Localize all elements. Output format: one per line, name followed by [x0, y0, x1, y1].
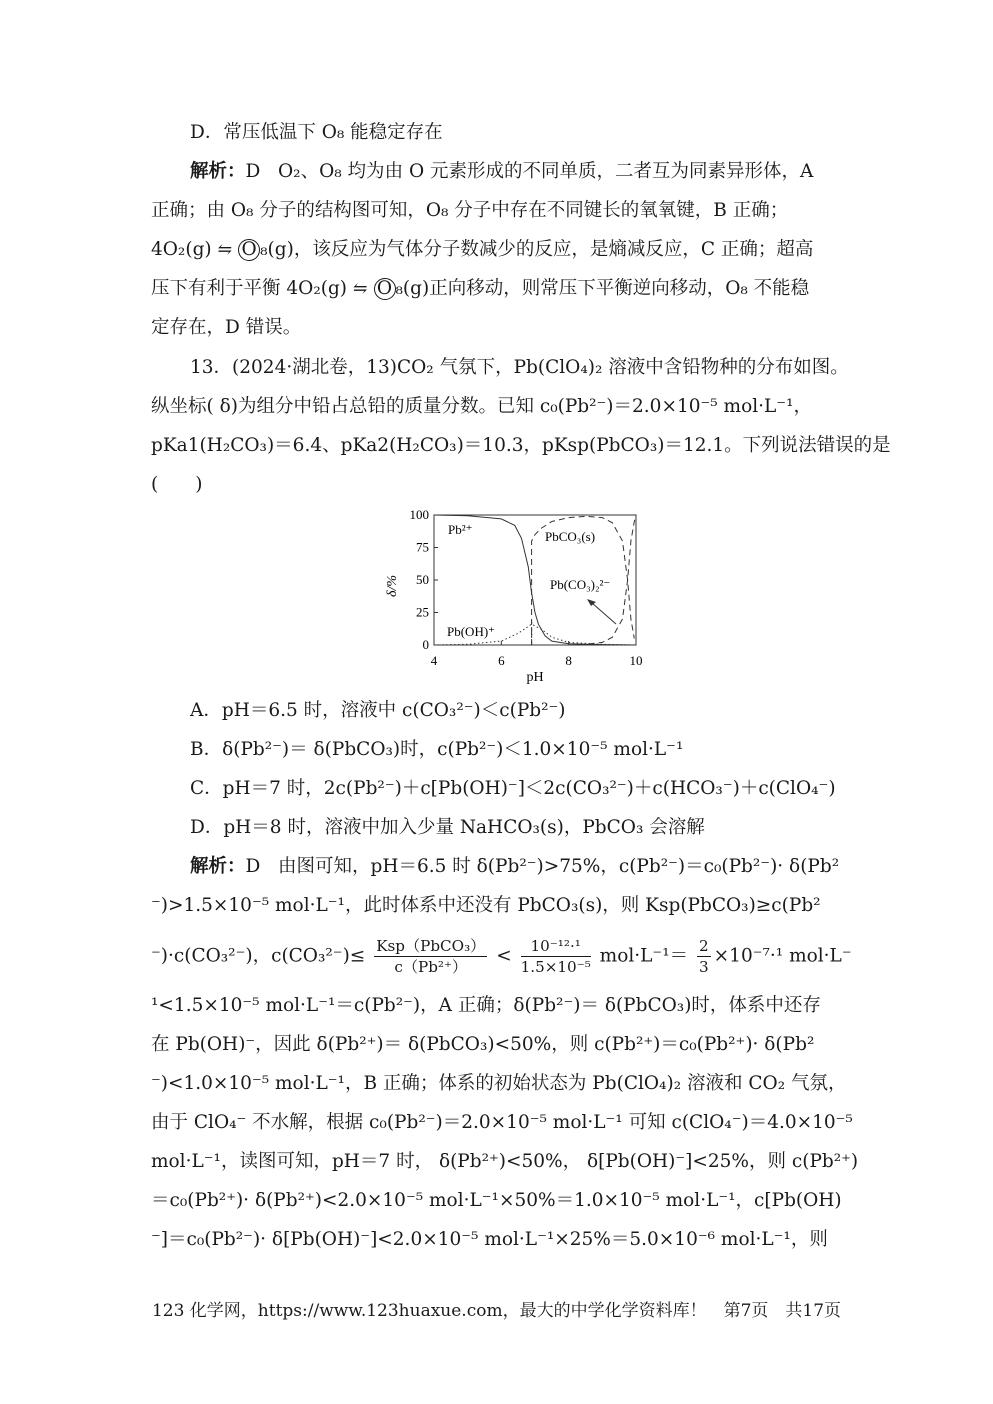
fraction-ksp [374, 937, 487, 976]
y-tick-label: 0 [422, 637, 429, 652]
fraction-numerator: 2 [697, 937, 711, 957]
analysis2-line8: mol·L⁻¹，读图可知，pH＝7 时， δ(Pb²⁺)<50%， δ[Pb(OH)⁻]<25%，则 c(Pb²⁺) [151, 1151, 859, 1172]
y-tick-label: 75 [416, 539, 429, 555]
equilibrium-arrow-icon: ⇋ [352, 279, 368, 299]
y-tick-label: 50 [416, 572, 429, 587]
fraction-denominator: 3 [699, 958, 709, 977]
analysis2-line9: ＝c₀(Pb²⁺)· δ(Pb²⁺)<2.0×10⁻⁵ mol·L⁻¹×50%＝1.0×10⁻⁵ mol·L⁻¹，c[Pb(OH) [151, 1190, 842, 1211]
analysis2-line3 [151, 937, 852, 976]
analysis-text: 由图可知，pH＝6.5 时 δ(Pb²⁻)>75%，c(Pb²⁻)＝c₀(Pb²⁻)· δ(Pb² [278, 856, 840, 877]
question-answer-blank: ( ) [151, 474, 203, 495]
question-line1: 13．(2024·湖北卷，13)CO₂ 气氛下，Pb(ClO₄)₂ 溶液中含铅物种的分布如图。 [190, 357, 849, 378]
reaction-reactant: 4O₂(g) [151, 239, 212, 260]
analysis2-line5: 在 Pb(OH)⁻，因此 δ(Pb²⁺)＝ δ(PbCO₃)<50%，则 c(Pb²⁺)＝c₀(Pb²⁺)· δ(Pb² [151, 1034, 815, 1055]
option-b: B．δ(Pb²⁻)＝ δ(PbCO₃)时，c(Pb²⁻)＜1.0×10⁻⁵ mol·L⁻¹ [190, 739, 684, 760]
reaction-reactant: 压下有利于平衡 4O₂(g) [151, 278, 348, 299]
analysis-answer: D [245, 161, 261, 182]
analysis-text: ⁻)·c(CO₃²⁻)，c(CO₃²⁻)≤ [151, 945, 366, 967]
y-tick-label: 100 [409, 507, 429, 522]
analysis2-line2: ⁻)>1.5×10⁻⁵ mol·L⁻¹，此时体系中还没有 PbCO₃(s)，则 Ksp(PbCO₃)≥c(Pb² [151, 895, 821, 916]
analysis-label: 解析： [190, 856, 246, 877]
reaction-text: ₈(g)正向移动，则常压下平衡逆向移动，O₈ 不能稳 [395, 278, 810, 299]
label-pboh: Pb(OH)⁺ [447, 624, 496, 639]
analysis2-line10: ⁻]＝c₀(Pb²⁻)· δ[Pb(OH)⁻]<2.0×10⁻⁵ mol·L⁻¹×25%＝5.0×10⁻⁶ mol·L⁻¹，则 [151, 1229, 828, 1250]
fraction-numerator: 10⁻¹²·¹ [521, 937, 591, 957]
circled-o8-icon: O [238, 239, 260, 261]
analysis2-line6: ⁻)<1.0×10⁻⁵ mol·L⁻¹，B 正确；体系的初始状态为 Pb(ClO₄)₂ 溶液和 CO₂ 气氛， [151, 1073, 847, 1094]
analysis2-line7: 由于 ClO₄⁻ 不水解，根据 c₀(Pb²⁻)＝2.0×10⁻⁵ mol·L⁻¹ 可知 c(ClO₄⁻)＝4.0×10⁻⁵ [151, 1112, 853, 1133]
fraction-numerator: Ksp（PbCO₃） [374, 937, 487, 957]
analysis2-line4: ¹<1.5×10⁻⁵ mol·L⁻¹＝c(Pb²⁻)，A 正确；δ(Pb²⁻)＝ δ(PbCO₃)时，体系中还存 [151, 995, 821, 1016]
x-axis-label: pH [526, 670, 544, 685]
y-axis-label: δ/% [385, 574, 400, 598]
question-line2: 纵坐标( δ)为组分中铅占总铅的质量分数。已知 c₀(Pb²⁻)＝2.0×10⁻⁵ mol·L⁻¹， [151, 396, 812, 417]
x-tick-label: 8 [565, 653, 572, 668]
analysis-text: O₂、O₈ 均为由 O 元素形成的不同单质，二者互为同素异形体，A [278, 161, 814, 182]
option-a: A．pH＝6.5 时，溶液中 c(CO₃²⁻)＜c(Pb²⁻) [190, 700, 566, 721]
fraction-denominator: c（Pb²⁺） [394, 958, 468, 977]
analysis-label: 解析： [190, 161, 246, 182]
species-distribution-chart [380, 500, 680, 690]
equilibrium-arrow-icon: ⇋ [217, 240, 233, 260]
x-tick-label: 10 [629, 653, 643, 668]
annotation-arrow-line [592, 603, 616, 624]
option-c: C．pH＝7 时，2c(Pb²⁻)＋c[Pb(OH)⁻]＜2c(CO₃²⁻)＋c(HCO₃⁻)＋c(ClO₄⁻) [190, 778, 836, 799]
analysis-text: mol·L⁻¹＝ [599, 945, 689, 967]
circled-o8-icon: O [374, 278, 396, 300]
option-d-top: D．常压低温下 O₈ 能稳定存在 [190, 122, 443, 143]
x-tick-label: 4 [430, 653, 438, 668]
analysis-answer: D [245, 856, 261, 877]
less-than-sign: < [496, 945, 512, 967]
y-tick-label: 25 [416, 604, 429, 620]
question-line3: pKa1(H₂CO₃)＝6.4、pKa2(H₂CO₃)＝10.3，pKsp(PbCO₃)＝12.1。下列说法错误的是 [151, 435, 891, 456]
fraction-denominator: 1.5×10⁻⁵ [520, 958, 591, 977]
analysis-text: ×10⁻⁷·¹ mol·L⁻ [713, 945, 852, 967]
label-pbco3: PbCO₃(s) [545, 529, 596, 544]
analysis2-line1 [190, 856, 839, 878]
x-tick-label: 6 [498, 653, 505, 668]
page-footer: 123 化学网，https://www.123huaxue.com，最大的中学化学资料库！ 第7页 共17页 [151, 1301, 842, 1321]
label-pb2plus: Pb²⁺ [448, 522, 473, 537]
fraction-two-thirds [697, 937, 711, 976]
analysis1-line2: 正确；由 O₈ 分子的结构图可知，O₈ 分子中存在不同键长的氧氧键，B 正确； [151, 200, 789, 221]
analysis1-line1 [190, 161, 813, 183]
analysis1-line3 [151, 239, 813, 261]
analysis1-line5: 定存在，D 错误。 [151, 317, 302, 338]
option-d: D．pH＝8 时，溶液中加入少量 NaHCO₃(s)，PbCO₃ 会溶解 [190, 817, 705, 838]
analysis1-line4 [151, 278, 809, 300]
label-pbco32: Pb(CO₃)₂²⁻ [550, 577, 611, 592]
fraction-values [521, 937, 591, 976]
reaction-text: ₈(g)，该反应为气体分子数减少的反应，是熵减反应，C 正确；超高 [260, 239, 814, 260]
